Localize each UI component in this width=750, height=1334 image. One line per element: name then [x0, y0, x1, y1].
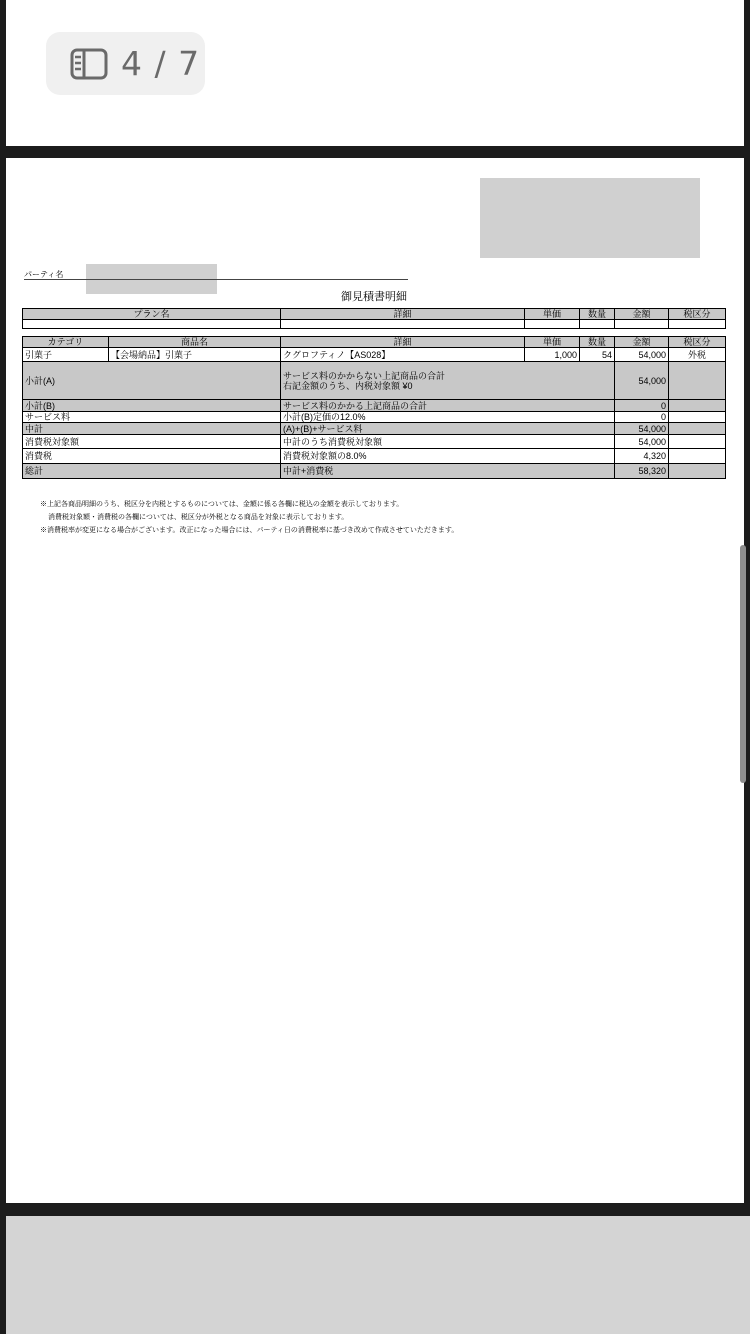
item-unit-price: 1,000 — [525, 348, 580, 362]
plan-empty-row — [23, 320, 726, 329]
page-counter-button[interactable] — [46, 32, 205, 95]
subtotal-a-detail — [281, 362, 615, 400]
grand-total-detail: 中計+消費税 — [281, 464, 615, 479]
item-product: 【会場納品】引菓子 — [109, 348, 281, 362]
note-1: ※上記各商品明細のうち、税区分を内税とするものについては、金額に係る各欄に税込の金額を表示しております。 — [40, 501, 404, 508]
plan-header-tax: 税区分 — [669, 309, 726, 320]
grand-total-row — [23, 464, 726, 479]
taxable-detail: 中計のうち消費税対象額 — [281, 435, 615, 449]
subtotal-b-detail: サービス料のかかる上記商品の合計 — [281, 400, 615, 412]
item-qty: 54 — [580, 348, 615, 362]
item-header-tax: 税区分 — [669, 337, 726, 348]
taxable-label: 消費税対象額 — [23, 435, 281, 449]
next-page — [6, 1216, 750, 1334]
middle-total-row — [23, 423, 726, 435]
subtotal-a-detail-line2: 右記金額のうち、内税対象額 ¥0 — [283, 380, 413, 391]
plan-table — [22, 308, 726, 329]
subtotal-a-row — [23, 362, 726, 400]
note-2: 消費税対象額・消費税の各欄については、税区分が外税となる商品を対象に表示しております。 — [48, 514, 349, 521]
service-amount: 0 — [615, 412, 669, 423]
tax-detail: 消費税対象額の8.0% — [281, 449, 615, 464]
item-table — [22, 336, 726, 479]
plan-header-detail: 詳細 — [281, 309, 525, 320]
plan-header-plan: プラン名 — [23, 309, 281, 320]
plan-header-price: 単価 — [525, 309, 580, 320]
item-detail: クグロフティノ【AS028】 — [281, 348, 525, 362]
item-header-row — [23, 337, 726, 348]
taxable-amount: 54,000 — [615, 435, 669, 449]
tax-row — [23, 449, 726, 464]
tax-amount: 4,320 — [615, 449, 669, 464]
taxable-row — [23, 435, 726, 449]
middle-total-detail: (A)+(B)+サービス料 — [281, 423, 615, 435]
middle-total-amount: 54,000 — [615, 423, 669, 435]
plan-header-row — [23, 309, 726, 320]
subtotal-a-detail-line1: サービス料のかからない上記商品の合計 — [283, 370, 446, 381]
item-amount: 54,000 — [615, 348, 669, 362]
tax-label: 消費税 — [23, 449, 281, 464]
party-name-label: パーティ名 — [24, 270, 64, 279]
item-row — [23, 348, 726, 362]
item-header-qty: 数量 — [580, 337, 615, 348]
document-title: 御見積書明細 — [341, 291, 407, 303]
subtotal-b-row — [23, 400, 726, 412]
subtotal-a-label: 小計(A) — [23, 362, 281, 400]
service-detail: 小計(B)定価の12.0% — [281, 412, 615, 423]
previous-page — [6, 0, 744, 146]
sidebar-panel-icon — [70, 48, 108, 80]
item-header-detail: 詳細 — [281, 337, 525, 348]
grand-total-label: 総計 — [23, 464, 281, 479]
note-3: ※消費税率が変更になる場合がございます。改正になった場合には、パーティ日の消費税率に基づき改めて作成させていただきます。 — [40, 527, 459, 534]
service-row — [23, 412, 726, 423]
page-counter-label: 4 / 7 — [121, 44, 201, 83]
item-header-product: 商品名 — [109, 337, 281, 348]
subtotal-b-amount: 0 — [615, 400, 669, 412]
grand-total-amount: 58,320 — [615, 464, 669, 479]
item-tax-type: 外税 — [669, 348, 726, 362]
notes — [40, 498, 458, 537]
item-header-amount: 金額 — [615, 337, 669, 348]
party-name-underline — [24, 279, 408, 280]
item-category: 引菓子 — [23, 348, 109, 362]
subtotal-a-amount: 54,000 — [615, 362, 669, 400]
item-header-price: 単価 — [525, 337, 580, 348]
plan-header-amount: 金額 — [615, 309, 669, 320]
current-page — [6, 158, 744, 1203]
middle-total-label: 中計 — [23, 423, 281, 435]
service-label: サービス料 — [23, 412, 281, 423]
plan-header-qty: 数量 — [580, 309, 615, 320]
scrollbar[interactable] — [740, 545, 746, 783]
subtotal-b-label: 小計(B) — [23, 400, 281, 412]
item-header-category: カテゴリ — [23, 337, 109, 348]
redacted-block-top — [480, 178, 700, 258]
